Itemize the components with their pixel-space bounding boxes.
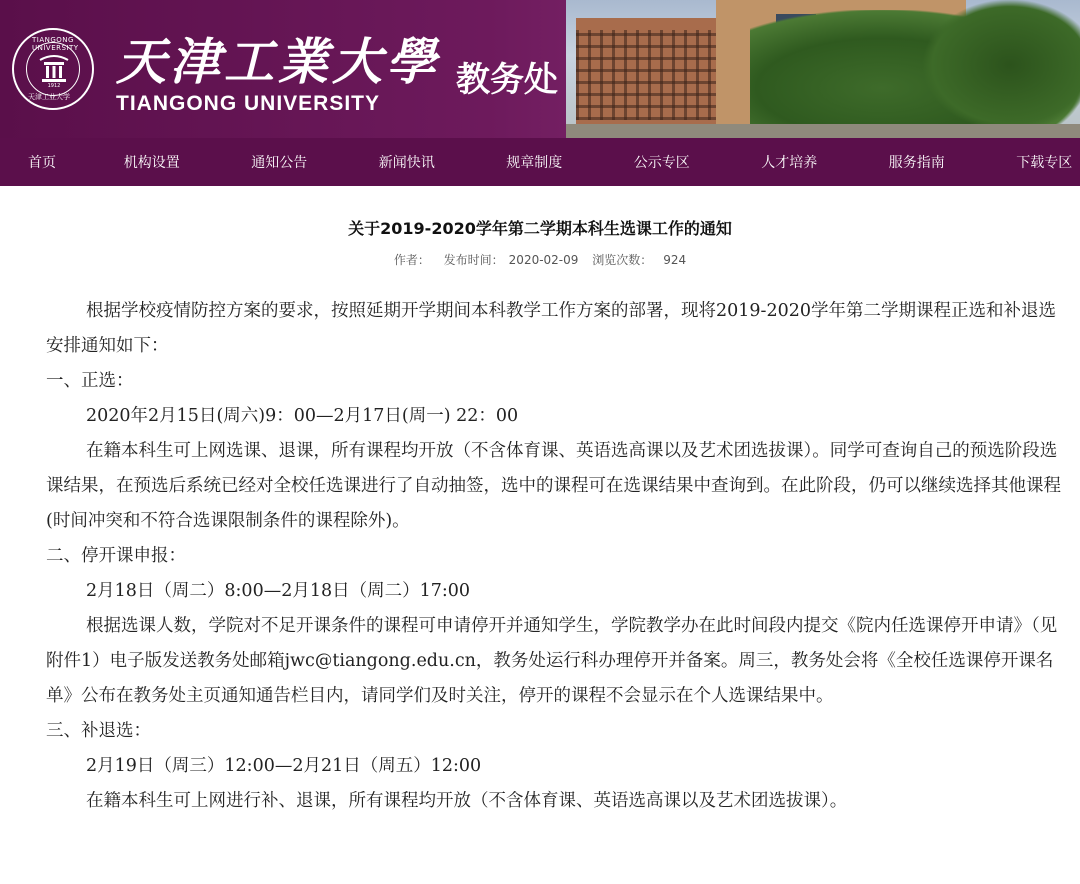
view-count-label: 浏览次数： [592, 253, 653, 267]
publish-date-label: 发布时间： [443, 253, 504, 267]
site-header [0, 0, 1080, 138]
university-chinese-name: 天津工業大學 [116, 32, 440, 91]
schedule-add-drop: 2月19日（周三）12:00—2月21日（周五）12:00 [86, 756, 482, 776]
emblem-icon [34, 52, 74, 88]
section-heading-2: 二、停开课申报： [46, 546, 186, 566]
nav-item-talent-training[interactable]: 人才培养 [761, 155, 818, 171]
ground [566, 124, 1080, 138]
nav-item-news[interactable]: 新闻快讯 [378, 155, 435, 171]
main-navigation [0, 138, 1080, 186]
schedule-course-cancellation: 2月18日（周二）8:00—2月18日（周二）17:00 [86, 581, 471, 601]
paragraph-main-selection: 在籍本科生可上网选课、退课，所有课程均开放（不含体育课、英语选高课以及艺术团选拔课）。同学可查询自己的预选阶段选课结果，在预选后系统已经对全校任选课进行了自动抽签，选中的课程可在选课结果中查询到。在此阶段，仍可以继续选择其他课程(时间冲突和不符合选课限制条件的课程除外)。 [46, 441, 1061, 531]
nav-item-notices[interactable]: 通知公告 [251, 155, 308, 171]
article-meta [46, 251, 1080, 268]
section-heading-1: 一、正选： [46, 371, 134, 391]
author-label: 作者： [393, 253, 430, 267]
paragraph-course-cancellation: 根据选课人数，学院对不足开课条件的课程可申请停开并通知学生，学院教学办在此时间段内提交《院内任选课停开申请》（见附件1）电子版发送教务处邮箱jwc@tiangong.edu.cn，教务处运行科办理停开并备案。周三，教务处会将《全校任选课停开课名单》公布在教务处主页通知通告栏目内，请同学们及时关注，停开的课程不会显示在个人选课结果中。 [46, 616, 1058, 706]
trees-image-2 [910, 0, 1080, 138]
view-count: 924 [663, 253, 687, 267]
university-english-name: TIANGONG UNIVERSITY [116, 92, 381, 115]
university-logo[interactable] [12, 28, 94, 110]
article-body [46, 294, 1080, 819]
logo-year: 1912 [47, 83, 61, 88]
article-title: 关于2019-2020学年第二学期本科生选课工作的通知 [348, 219, 732, 238]
nav-item-publicity[interactable]: 公示专区 [633, 155, 690, 171]
logo-top-text: TIANGONG UNIVERSITY [32, 36, 79, 52]
publish-date: 2020-02-09 [508, 253, 579, 267]
paragraph-add-drop: 在籍本科生可上网进行补、退课，所有课程均开放（不含体育课、英语选高课以及艺术团选拔课）。 [86, 791, 848, 811]
logo-bottom-text: 天津工业大学 [28, 93, 70, 101]
department-name: 教务处 [456, 60, 558, 100]
paragraph-intro: 根据学校疫情防控方案的要求，按照延期开学期间本科教学工作方案的部署，现将2019-2020学年第二学期课程正选和补退选安排通知如下： [46, 301, 1056, 356]
article [0, 216, 1080, 819]
section-heading-3: 三、补退选： [46, 721, 151, 741]
nav-item-organization[interactable]: 机构设置 [123, 155, 180, 171]
nav-item-home[interactable]: 首页 [28, 155, 56, 171]
nav-item-regulations[interactable]: 规章制度 [506, 155, 563, 171]
nav-item-downloads[interactable]: 下载专区 [1016, 155, 1073, 171]
schedule-main-selection: 2020年2月15日(周六)9：00—2月17日(周一) 22：00 [86, 406, 519, 426]
nav-item-service-guide[interactable]: 服务指南 [888, 155, 945, 171]
campus-photo [566, 0, 1080, 138]
